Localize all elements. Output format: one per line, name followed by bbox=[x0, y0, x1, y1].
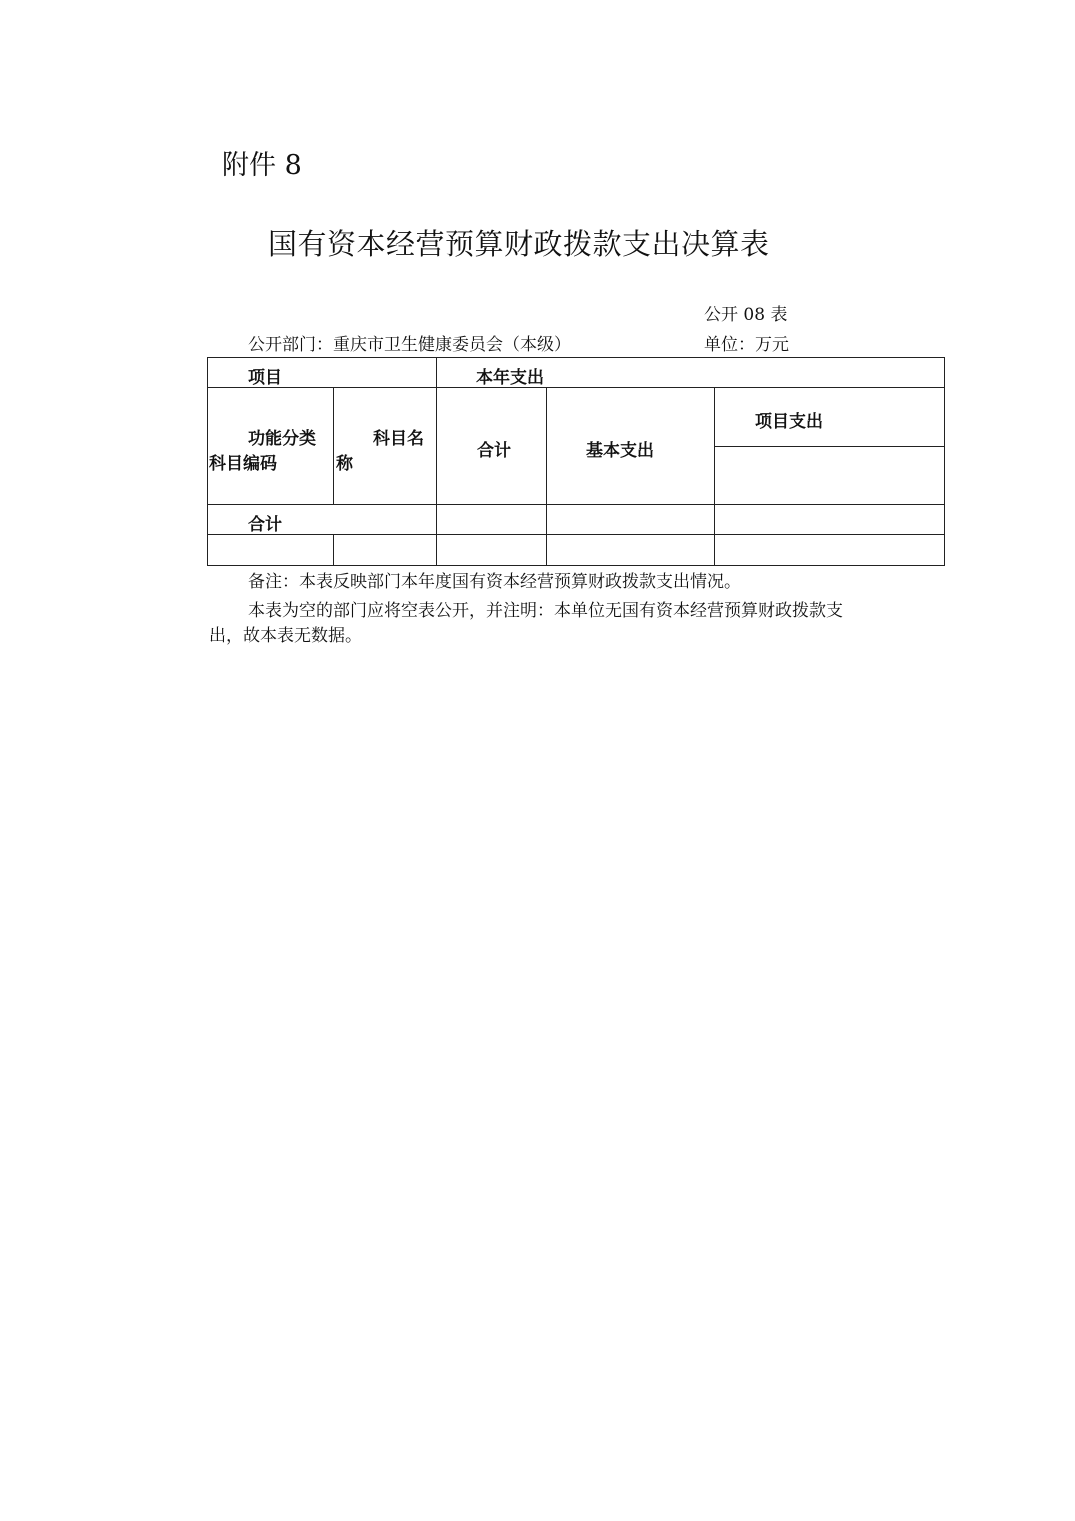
note-line-2: 本表为空的部门应将空表公开，并注明：本单位无国有资本经营预算财政拨款支 bbox=[248, 601, 843, 621]
header-name-line1: 科目名 bbox=[373, 429, 424, 449]
header-total: 合计 bbox=[477, 441, 511, 461]
department-label: 公开部门：重庆市卫生健康委员会（本级） bbox=[248, 335, 571, 355]
attachment-label: 附件 8 bbox=[222, 150, 302, 181]
form-number: 公开 08 表 bbox=[704, 305, 788, 325]
header-code-line1: 功能分类 bbox=[248, 429, 316, 449]
note-line-1: 备注：本表反映部门本年度国有资本经营预算财政拨款支出情况。 bbox=[248, 572, 741, 592]
header-code-line2: 科目编码 bbox=[209, 454, 277, 474]
unit-label: 单位：万元 bbox=[704, 335, 789, 355]
header-project: 项目支出 bbox=[755, 412, 823, 432]
header-basic: 基本支出 bbox=[586, 441, 654, 461]
note-line-3: 出，故本表无数据。 bbox=[209, 626, 362, 646]
header-name-line2: 称 bbox=[336, 454, 353, 474]
row-total-label: 合计 bbox=[248, 515, 282, 535]
page-title: 国有资本经营预算财政拨款支出决算表 bbox=[268, 227, 770, 261]
header-current-year: 本年支出 bbox=[476, 368, 544, 388]
header-item: 项目 bbox=[248, 368, 282, 388]
